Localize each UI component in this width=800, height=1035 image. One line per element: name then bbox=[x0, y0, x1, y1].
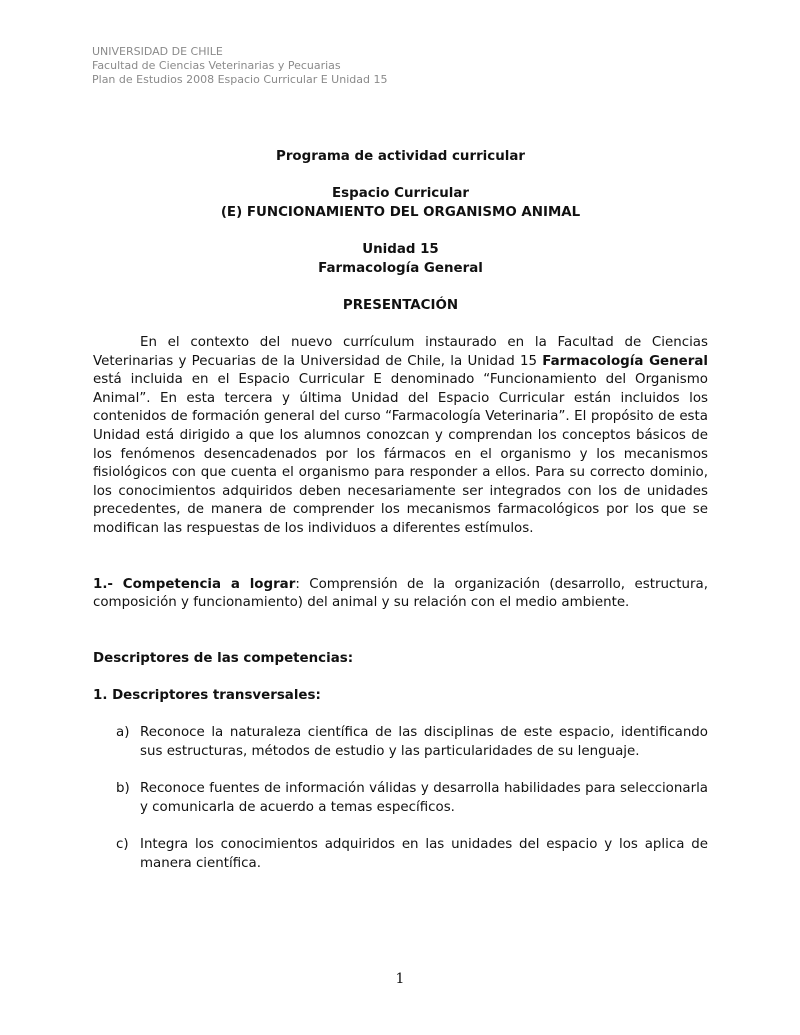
unit-title: Unidad 15 bbox=[362, 241, 439, 257]
unit-name: Farmacología General bbox=[318, 260, 483, 276]
list-item bbox=[93, 836, 708, 873]
list-item bbox=[93, 780, 708, 817]
header-university: UNIVERSIDAD DE CHILE bbox=[92, 45, 223, 58]
descriptor-list bbox=[93, 724, 708, 873]
list-marker: b) bbox=[116, 781, 130, 797]
presentation-text-end: está incluida en el Espacio Curricular E denominado “Funcionamiento del Organismo Animal”. En esta tercera y última Unidad del Espacio Curricular están incluidos los contenidos de formación general del curso “Farmacología Veterinaria”. El propósito de esta Unidad está dirigido a que los alumnos conozcan y comprendan los conceptos básicos de los fenómenos desencadenados por los fármacos en el organismo y los mecanismos fisiológicos con que cuenta el organismo para responder a ellos. Para su correcto dominio, los conocimientos adquiridos deben necesariamente ser integrados con los de unidades precedentes, de manera de comprender los mecanismos farmacológicos por los que se modifican las respuestas de los individuos a diferentes estímulos. bbox=[93, 372, 708, 536]
list-marker: a) bbox=[116, 725, 130, 741]
list-item-text: Reconoce fuentes de información válidas y desarrolla habilidades para seleccionarla y comunicarla de acuerdo a temas específicos. bbox=[140, 781, 708, 815]
header-faculty: Facultad de Ciencias Veterinarias y Pecuarias bbox=[92, 59, 341, 72]
page-number: 1 bbox=[395, 971, 405, 987]
list-item-text: Integra los conocimientos adquiridos en las unidades del espacio y los aplica de manera científica. bbox=[140, 836, 708, 871]
descriptores-heading: Descriptores de las competencias: bbox=[93, 651, 354, 667]
presentation-heading: PRESENTACIÓN bbox=[342, 297, 459, 313]
transversales-heading: 1. Descriptores transversales: bbox=[93, 688, 321, 704]
competencia-paragraph bbox=[93, 576, 708, 613]
document-body bbox=[93, 148, 708, 873]
space-name: (E) FUNCIONAMIENTO DEL ORGANISMO ANIMAL bbox=[220, 204, 581, 220]
presentation-unit-name: Farmacología General bbox=[542, 353, 708, 369]
list-item bbox=[93, 724, 708, 761]
document-header bbox=[92, 45, 387, 87]
program-title: Programa de actividad curricular bbox=[276, 149, 525, 164]
competencia-text: : Comprensión de la organización (desarrollo, estructura, composición y funcionamiento) del animal y su relación con el medio ambiente. bbox=[93, 576, 708, 611]
presentation-paragraph bbox=[93, 334, 708, 539]
header-plan: Plan de Estudios 2008 Espacio Curricular E Unidad 15 bbox=[92, 73, 388, 86]
list-item-text: Reconoce la naturaleza científica de las disciplinas de este espacio, identificando sus estructuras, métodos de estudio y las particularidades de su lenguaje. bbox=[140, 725, 708, 759]
presentation-text-start: En el contexto del nuevo currículum instaurado en la Facultad de Ciencias Veterinarias y Pecuarias de la Universidad de Chile, la Unidad 15 bbox=[93, 334, 708, 369]
competencia-label: 1.- Competencia a lograr bbox=[93, 576, 296, 592]
space-title: Espacio Curricular bbox=[332, 186, 469, 202]
list-marker: c) bbox=[116, 836, 129, 852]
